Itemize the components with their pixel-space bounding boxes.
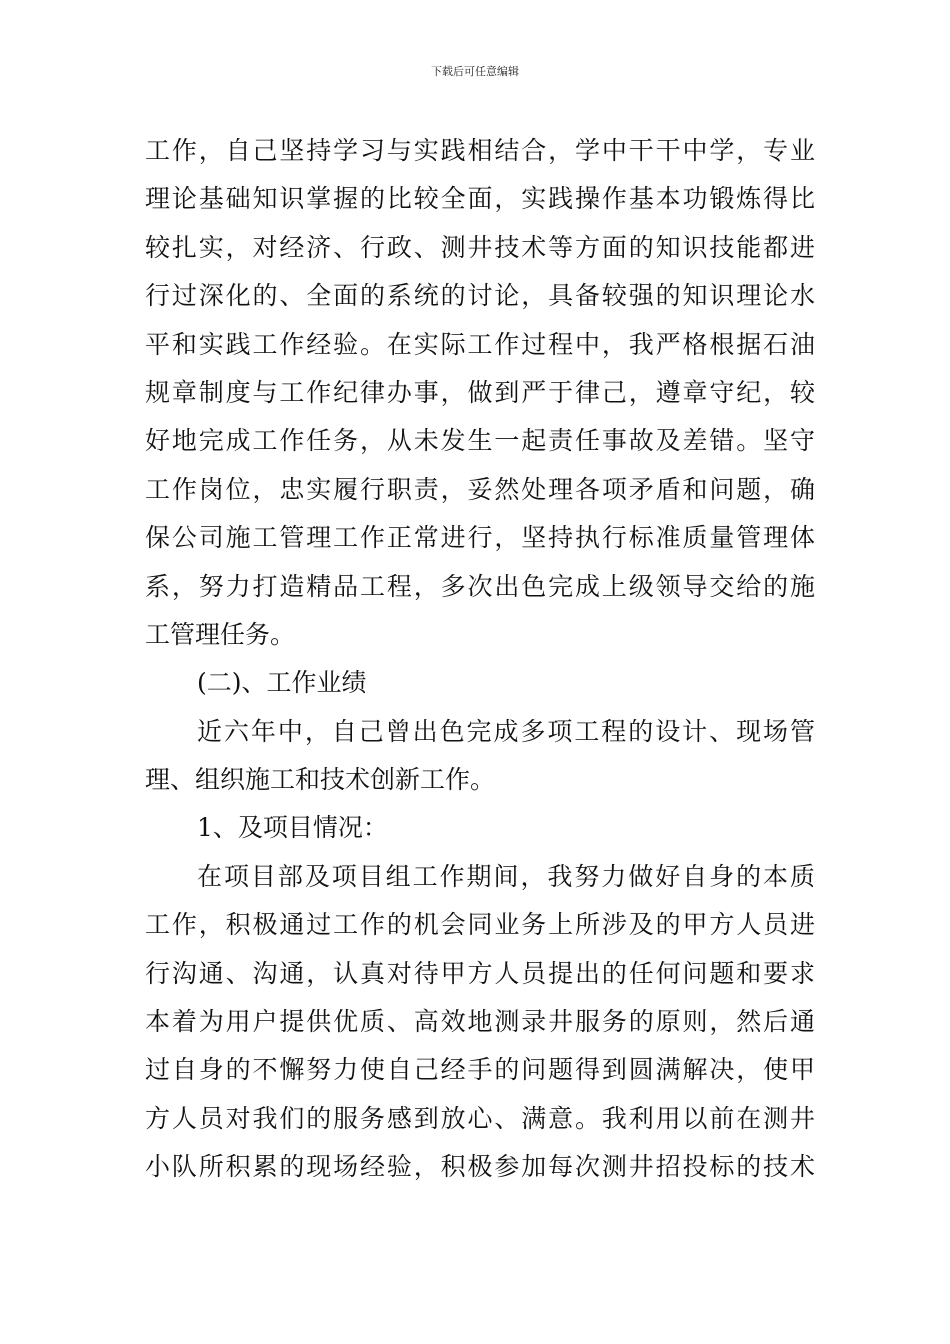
text-line: 行过深化的、全面的系统的讨论，具备较强的知识理论水 <box>145 281 815 311</box>
text-line: 平和实践工作经验。在实际工作过程中，我严格根据石油 <box>145 329 815 359</box>
text-line: 小队所积累的现场经验，积极参加每次测井招投标的技术 <box>145 1152 815 1182</box>
text-line: 工作，积极通过工作的机会同业务上所涉及的甲方人员进 <box>145 910 815 940</box>
text-line: 工作岗位，忠实履行职责，妥然处理各项矛盾和问题，确 <box>145 474 815 504</box>
section-heading: (二)、工作业绩 <box>197 668 367 698</box>
text-line: 本着为用户提供优质、高效地测录井服务的原则，然后通 <box>145 1007 815 1037</box>
text-line: 保公司施工管理工作正常进行，坚持执行标准质量管理体 <box>145 523 815 553</box>
text-line: 行沟通、沟通，认真对待甲方人员提出的任何问题和要求 <box>145 958 815 988</box>
text-line: 工作，自己坚持学习与实践相结合，学中干干中学，专业 <box>145 136 815 165</box>
text-line: 近六年中，自己曾出色完成多项工程的设计、现场管 <box>197 716 815 746</box>
document-body <box>145 127 815 1192</box>
text-line: 工管理任务。 <box>145 619 296 649</box>
text-line: 过自身的不懈努力使自己经手的问题得到圆满解决，使甲 <box>145 1055 815 1085</box>
text-line: 系，努力打造精品工程，多次出色完成上级领导交给的施 <box>145 571 815 601</box>
page-header-note: 下载后可任意编辑 <box>431 65 519 78</box>
text-line: 方人员对我们的服务感到放心、满意。我利用以前在测井 <box>145 1103 815 1133</box>
text-line: 较扎实，对经济、行政、测井技术等方面的知识技能都进 <box>145 232 815 262</box>
text-line: 理、组织施工和技术创新工作。 <box>145 765 496 795</box>
text-line: 理论基础知识掌握的比较全面，实践操作基本功锻炼得比 <box>145 184 815 214</box>
text-line: 在项目部及项目组工作期间，我努力做好自身的本质 <box>197 861 815 891</box>
text-line: 好地完成工作任务，从未发生一起责任事故及差错。坚守 <box>145 426 815 456</box>
text-line: 规章制度与工作纪律办事，做到严于律己，遵章守纪，较 <box>145 377 815 407</box>
subsection-heading: 1、及项目情况： <box>197 813 388 843</box>
